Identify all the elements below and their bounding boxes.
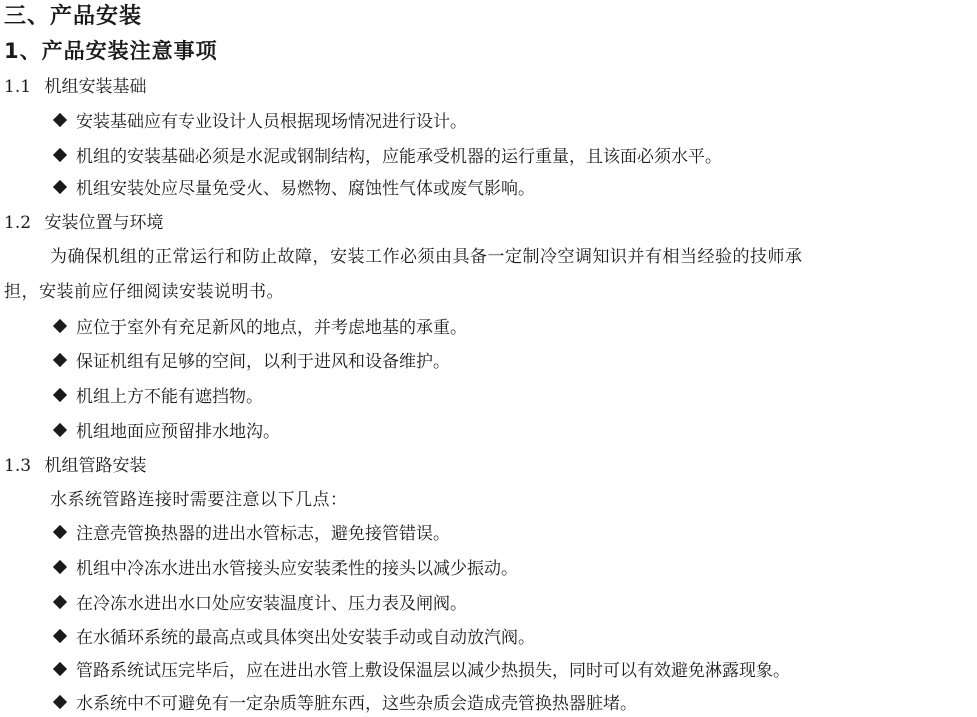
list-item [50, 692, 637, 716]
list-item [50, 626, 535, 650]
diamond-bullet-icon [53, 662, 67, 676]
list-item [50, 420, 280, 444]
subsection-title: 1、产品安装注意事项 [4, 39, 218, 63]
paragraph-line: 担，安装前应仔细阅读安装说明书。 [4, 282, 284, 302]
diamond-bullet-icon [53, 148, 67, 162]
list-item [50, 385, 263, 409]
list-item-text: 机组地面应预留排水地沟。 [76, 422, 280, 442]
list-item [50, 522, 450, 546]
diamond-bullet-icon [53, 629, 67, 643]
heading-text: 安装位置与环境 [44, 213, 164, 233]
heading-number: 1.1 [4, 77, 32, 97]
diamond-bullet-icon [53, 525, 67, 539]
list-item-text: 应位于室外有充足新风的地点，并考虑地基的承重。 [76, 318, 467, 338]
heading-number: 1.3 [4, 456, 32, 476]
list-item-text: 在水循环系统的最高点或具体突出处安装手动或自动放汽阀。 [76, 628, 535, 648]
subsection-1-1-heading [4, 75, 146, 99]
heading-text: 机组安装基础 [44, 77, 147, 97]
list-item [50, 659, 790, 683]
list-item-text: 机组中冷冻水进出水管接头应安装柔性的接头以减少振动。 [76, 559, 518, 579]
list-item-text: 在冷冻水进出水口处应安装温度计、压力表及闸阀。 [76, 594, 467, 614]
diamond-bullet-icon [53, 113, 67, 127]
list-item [50, 110, 467, 134]
list-item-text: 机组上方不能有遮挡物。 [76, 387, 263, 407]
list-item-text: 保证机组有足够的空间，以利于进风和设备维护。 [76, 352, 450, 372]
subsection-1-2-heading [4, 211, 163, 235]
list-item [50, 316, 467, 340]
diamond-bullet-icon [53, 180, 67, 194]
subsection-1-3-heading [4, 454, 146, 478]
diamond-bullet-icon [53, 560, 67, 574]
section-title: 三、产品安装 [4, 4, 143, 29]
list-item-text: 机组的安装基础必须是水泥或钢制结构，应能承受机器的运行重量，且该面必须水平。 [76, 147, 722, 167]
list-item [50, 557, 518, 581]
list-item-text: 注意壳管换热器的进出水管标志，避免接管错误。 [76, 524, 450, 544]
list-item [50, 145, 722, 169]
diamond-bullet-icon [53, 388, 67, 402]
list-item [50, 592, 467, 616]
diamond-bullet-icon [53, 595, 67, 609]
paragraph-line: 水系统管路连接时需要注意以下几点： [50, 490, 348, 510]
diamond-bullet-icon [53, 695, 67, 709]
list-item-text: 机组安装处应尽量免受火、易燃物、腐蚀性气体或废气影响。 [76, 179, 535, 199]
list-item [50, 177, 535, 201]
list-item-text: 水系统中不可避免有一定杂质等脏东西，这些杂质会造成壳管换热器脏堵。 [76, 694, 637, 714]
list-item-text: 安装基础应有专业设计人员根据现场情况进行设计。 [76, 112, 467, 132]
diamond-bullet-icon [53, 353, 67, 367]
diamond-bullet-icon [53, 423, 67, 437]
heading-number: 1.2 [4, 213, 32, 233]
diamond-bullet-icon [53, 319, 67, 333]
heading-text: 机组管路安装 [44, 456, 147, 476]
list-item-text: 管路系统试压完毕后，应在进出水管上敷设保温层以减少热损失，同时可以有效避免淋露现象。 [76, 661, 790, 681]
list-item [50, 350, 450, 374]
paragraph-line: 为确保机组的正常运行和防止故障，安装工作必须由具备一定制冷空调知识并有相当经验的技师承 [50, 247, 803, 267]
